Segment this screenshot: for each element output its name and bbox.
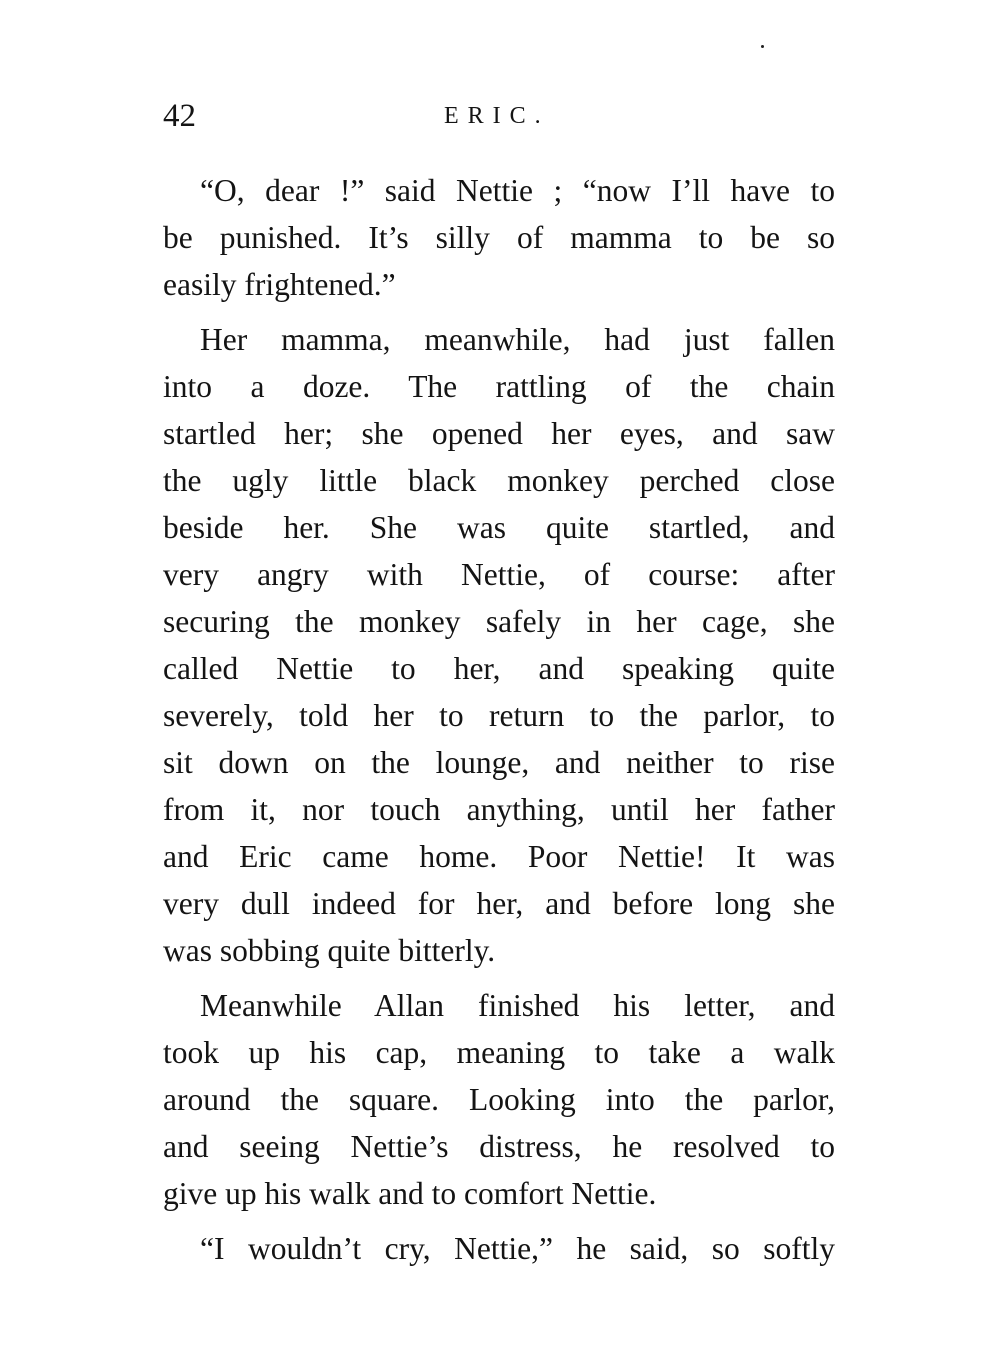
text-line: Her mamma, meanwhile, had just fallen bbox=[200, 322, 835, 357]
running-title: ERIC. bbox=[444, 103, 550, 129]
paragraph bbox=[163, 316, 835, 974]
text-line: easily frightened.” bbox=[163, 267, 396, 302]
text-line: called Nettie to her, and speaking quite bbox=[163, 651, 835, 686]
text-line: startled her; she opened her eyes, and saw bbox=[163, 416, 835, 451]
page-number: 42 bbox=[163, 98, 196, 134]
text-line: around the square. Looking into the parlor, bbox=[163, 1082, 835, 1117]
text-line: into a doze. The rattling of the chain bbox=[163, 369, 835, 404]
text-line: “I wouldn’t cry, Nettie,” he said, so softly bbox=[200, 1231, 835, 1266]
text-line: and Eric came home. Poor Nettie! It was bbox=[163, 839, 835, 874]
paragraph bbox=[163, 1225, 835, 1272]
text-line: took up his cap, meaning to take a walk bbox=[163, 1035, 835, 1070]
paragraph bbox=[163, 167, 835, 308]
ink-speck bbox=[761, 45, 764, 48]
text-line: be punished. It’s silly of mamma to be so bbox=[163, 220, 835, 255]
paragraph bbox=[163, 982, 835, 1217]
text-line: was sobbing quite bitterly. bbox=[163, 933, 496, 968]
text-line: very angry with Nettie, of course: after bbox=[163, 557, 835, 592]
text-line: “O, dear !” said Nettie ; “now I’ll have to bbox=[200, 173, 835, 208]
text-line: sit down on the lounge, and neither to rise bbox=[163, 745, 835, 780]
text-line: beside her. She was quite startled, and bbox=[163, 510, 835, 545]
text-line: Meanwhile Allan finished his letter, and bbox=[200, 988, 835, 1023]
text-line: severely, told her to return to the parlor, to bbox=[163, 698, 835, 733]
text-line: securing the monkey safely in her cage, she bbox=[163, 604, 835, 639]
text-line: from it, nor touch anything, until her father bbox=[163, 792, 835, 827]
text-line: give up his walk and to comfort Nettie. bbox=[163, 1176, 657, 1211]
page-header bbox=[163, 96, 835, 136]
text-line: and seeing Nettie’s distress, he resolved to bbox=[163, 1129, 835, 1164]
text-line: the ugly little black monkey perched close bbox=[163, 463, 835, 498]
body-text bbox=[163, 167, 835, 1272]
text-line: very dull indeed for her, and before long she bbox=[163, 886, 835, 921]
